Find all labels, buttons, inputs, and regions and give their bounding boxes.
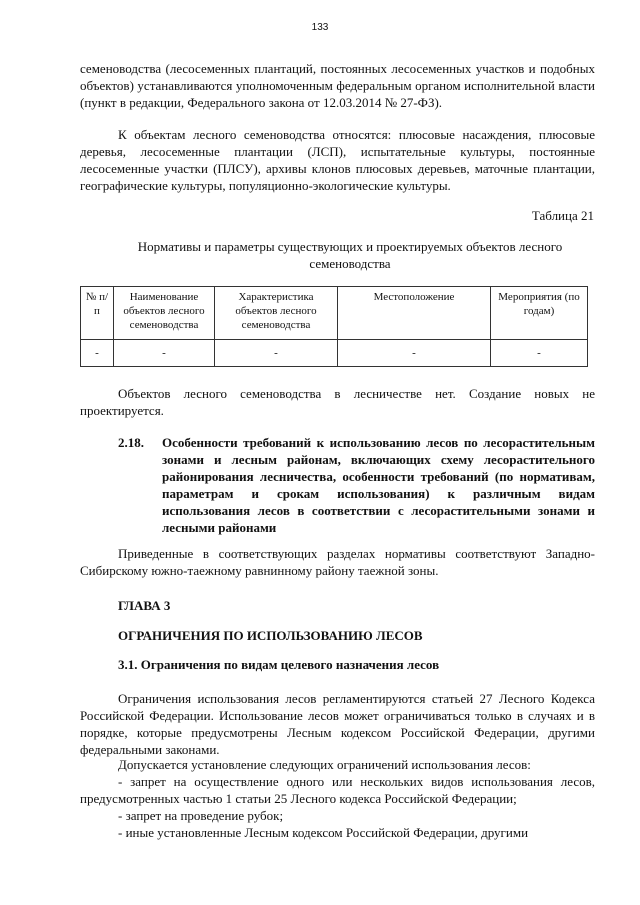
paragraph-allowed-restrictions: Допускается установление следующих ограничений использования лесов: (118, 757, 531, 772)
list-item: - запрет на осуществление одного или нескольких видов использования лесов, предусмотренных частью 1 статьи 25 Лесного кодекса Российской Федерации; (80, 774, 595, 806)
table-header-row (81, 287, 588, 340)
list-item: - запрет на проведение рубок; (118, 808, 284, 823)
table-header-cell: Характеристика объектов лесного семеноводства (215, 287, 338, 340)
section-heading: Особенности требований к использованию лесов по лесорастительным зонами и лесным районам, включающих схему лесорастительного районирования лесничества, особенности требований (по нормативам, параметрам и срокам использования) к различным видам использования лесов в соответствии с лесорастительными зонами и лесными районами (162, 435, 595, 535)
list-item: - иные установленные Лесным кодексом Российской Федерации, другими (118, 825, 529, 840)
chapter-label: ГЛАВА 3 (118, 598, 171, 613)
paragraph-norms-region: Приведенные в соответствующих разделах нормативы соответствуют Западно-Сибирскому южно-таежному равнинному району таежной зоны. (80, 546, 595, 578)
seed-objects-table (80, 286, 588, 367)
paragraph-no-objects: Объектов лесного семеноводства в лесничестве нет. Создание новых не проектируется. (80, 386, 595, 418)
page-number: 133 (311, 22, 329, 33)
table-cell: - (215, 340, 338, 367)
table-title: Нормативы и параметры существующих и проектируемых объектов лесного семеноводства (137, 239, 563, 271)
section-2-18 (118, 434, 595, 536)
table-cell: - (114, 340, 215, 367)
chapter-title: ОГРАНИЧЕНИЯ ПО ИСПОЛЬЗОВАНИЮ ЛЕСОВ (118, 628, 423, 643)
table-row (81, 340, 588, 367)
table-header-cell: № п/п (81, 287, 114, 340)
paragraph-seed-orchards: семеноводства (лесосеменных плантаций, постоянных лесосеменных участков и подобных объектов) устанавливаются уполномоченным федеральным органом исполнительной власти (пункт в редакции, Федерального закона от 12.03.2014 № 27-ФЗ). (80, 61, 595, 110)
section-number: 2.18. (118, 435, 144, 450)
paragraph-restrictions: Ограничения использования лесов регламентируются статьей 27 Лесного Кодекса Российской Федерации. Использование лесов может ограничиваться только в случаях и в порядке, которые предусмотрены Лесным кодексом Российской Федерации, другими федеральными законами. (80, 691, 595, 757)
table-cell: - (81, 340, 114, 367)
table-header-cell: Местоположение (338, 287, 491, 340)
table-cell: - (338, 340, 491, 367)
table-caption: Таблица 21 (531, 208, 594, 223)
table-header-cell: Мероприятия (по годам) (491, 287, 588, 340)
subsection-heading: 3.1. Ограничения по видам целевого назначения лесов (118, 657, 440, 672)
table-header-cell: Наименование объектов лесного семеноводства (114, 287, 215, 340)
paragraph-seed-objects: К объектам лесного семеноводства относятся: плюсовые насаждения, плюсовые деревья, лесосеменные плантации (ЛСП), испытательные культуры, постоянные лесосеменные участки (ПЛСУ), архивы клонов плюсовых деревьев, маточные плантации, географические культуры, популяционно-экологические культуры. (80, 127, 595, 193)
table-cell: - (491, 340, 588, 367)
